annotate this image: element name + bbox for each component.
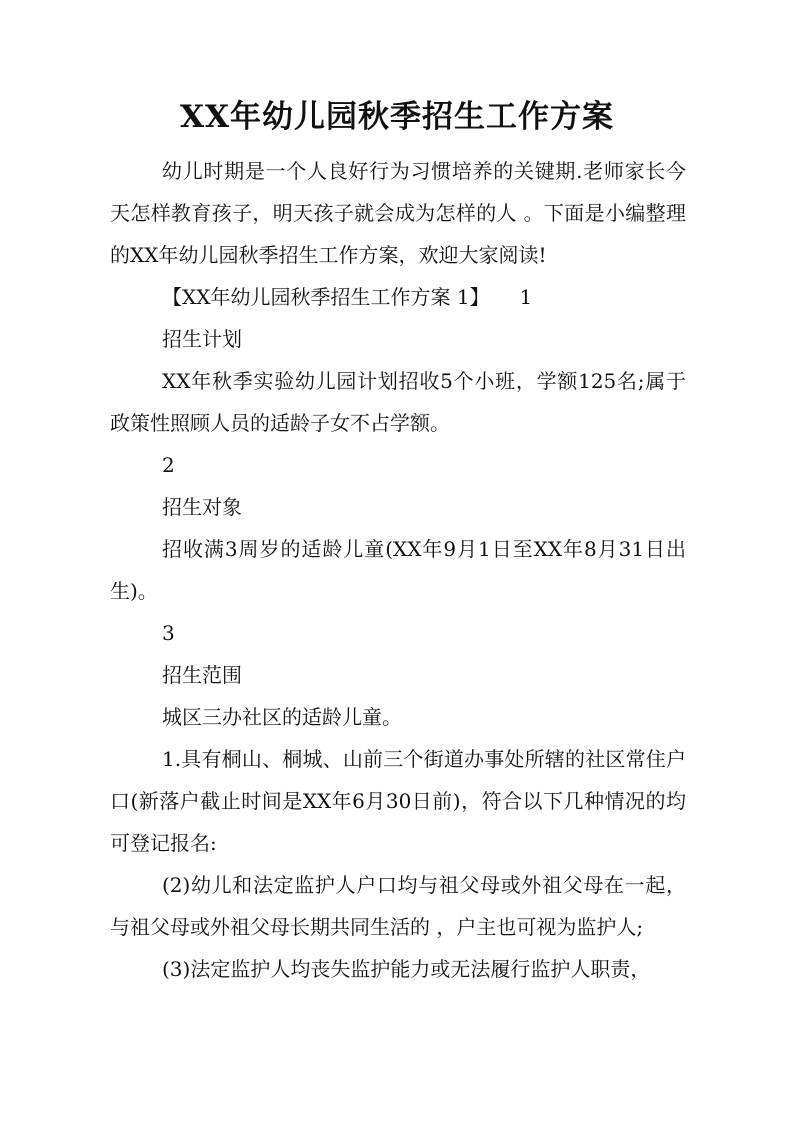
paragraph-heading-scope: 招生范围 [162, 663, 242, 687]
paragraph-section-header: 【XX年幼儿园秋季招生工作方案 1】 1 [162, 285, 533, 309]
paragraph-plan-text: XX年秋季实验幼儿园计划招收5个小班，学额125名;属于政策性照顾人员的适龄子女不占学额。 [110, 369, 686, 435]
paragraph-target-text: 招收满3周岁的适龄儿童(XX年9月1日至XX年8月31日出生)。 [110, 537, 686, 603]
paragraph-item-2: (2)幼儿和法定监护人户口均与祖父母或外祖父母在一起，与祖父母或外祖父母长期共同生活的 ，户主也可视为监护人; [110, 873, 686, 939]
paragraph-number-2: 2 [162, 453, 175, 477]
paragraph-intro: 幼儿时期是一个人良好行为习惯培养的关键期.老师家长今天怎样教育孩子，明天孩子就会成为怎样的人 。下面是小编整理的XX年幼儿园秋季招生工作方案，欢迎大家阅读! [110, 159, 686, 267]
paragraph-item-3: (3)法定监护人均丧失监护能力或无法履行监护人职责， [162, 957, 651, 981]
paragraph-number-3: 3 [162, 621, 175, 645]
paragraph-item-1: 1.具有桐山、桐城、山前三个街道办事处所辖的社区常住户口(新落户截止时间是XX年6月30日前)，符合以下几种情况的均可登记报名: [110, 747, 686, 855]
document-body [110, 150, 686, 990]
paragraph-heading-plan: 招生计划 [162, 327, 242, 351]
document-title: XX年幼儿园秋季招生工作方案 [179, 99, 615, 135]
paragraph-scope-text: 城区三办社区的适龄儿童。 [162, 705, 402, 729]
paragraph-heading-target: 招生对象 [162, 495, 242, 519]
